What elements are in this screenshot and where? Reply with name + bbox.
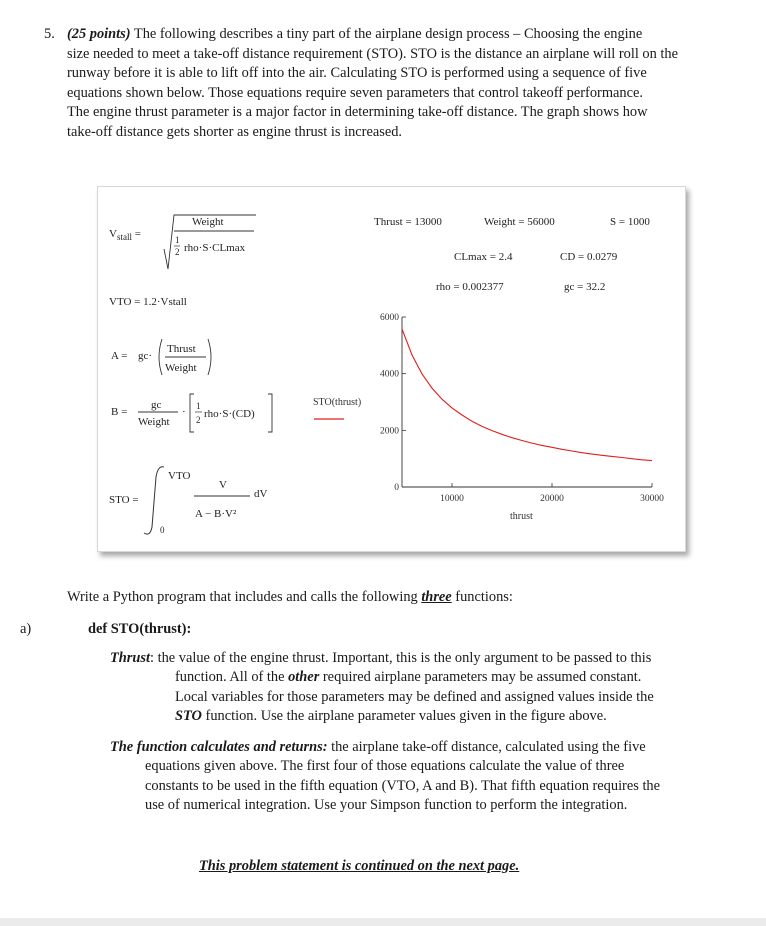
eq-a-lhs: A = bbox=[111, 350, 128, 362]
thrust-term: Thrust bbox=[110, 650, 150, 666]
eq-b-lhs: B = bbox=[111, 406, 128, 418]
points-label: (25 points) bbox=[67, 26, 131, 42]
y-tick-label: 2000 bbox=[380, 426, 399, 437]
y-tick-label: 4000 bbox=[380, 369, 399, 380]
y-axis-label: STO(thrust) bbox=[313, 397, 362, 408]
part-a-label: a) bbox=[20, 621, 32, 637]
intro-line-2: size needed to meet a take-off distance requirement (STO). STO is the distance an airplane will roll on the bbox=[67, 45, 679, 62]
intro-line-6: take-off distance gets shorter as engine thrust is increased. bbox=[67, 123, 403, 140]
thrust-line-4: STO function. Use the airplane parameter values given in the figure above. bbox=[175, 708, 607, 724]
returns-term: The function calculates and returns: bbox=[110, 739, 328, 755]
y-tick-label: 6000 bbox=[380, 313, 399, 323]
svg-text:1: 1 bbox=[196, 401, 201, 411]
instruction-line: Write a Python program that includes and calls the following three functions: bbox=[67, 589, 513, 605]
sto-chart bbox=[313, 313, 664, 522]
param-weight: Weight = 56000 bbox=[484, 216, 555, 228]
eq-sto-dv: dV bbox=[254, 488, 268, 500]
x-tick-label: 30000 bbox=[640, 494, 664, 504]
page-bottom-bar bbox=[0, 918, 766, 926]
param-clmax: CLmax = 2.4 bbox=[454, 251, 513, 263]
eq-sto-upper: VTO bbox=[168, 470, 191, 482]
continued-note: This problem statement is continued on the next page. bbox=[199, 858, 520, 874]
eq-b-num: gc bbox=[151, 399, 162, 411]
thrust-line-2: function. All of the other required airplane parameters may be assumed constant. bbox=[175, 669, 642, 685]
returns-line-4: use of numerical integration. Use your Simpson function to perform the integration. bbox=[145, 797, 628, 813]
x-tick-label: 10000 bbox=[440, 494, 464, 504]
returns-line-2: equations given above. The first four of those equations calculate the value of three bbox=[145, 758, 625, 774]
svg-text:·: · bbox=[182, 406, 186, 418]
returns-line-3: constants to be used in the fifth equation (VTO, A and B). That fifth equation requires the bbox=[145, 778, 661, 794]
svg-text:2: 2 bbox=[175, 247, 180, 257]
sto-emphasis: STO bbox=[175, 708, 202, 724]
eq-vstall-num: Weight bbox=[192, 216, 224, 228]
eq-b-den: Weight bbox=[138, 416, 170, 428]
x-axis-label: thrust bbox=[510, 511, 533, 522]
eq-a-num: Thrust bbox=[167, 343, 196, 355]
eq-sto-num: V bbox=[219, 479, 227, 491]
problem-intro bbox=[67, 25, 747, 143]
eq-vto: VTO = 1.2·Vstall bbox=[109, 296, 187, 308]
eq-sto-den: A − B·V² bbox=[195, 508, 237, 520]
intro-line-5: The engine thrust parameter is a major factor in determining take-off distance. The graph shows how bbox=[67, 104, 648, 121]
param-gc: gc = 32.2 bbox=[564, 281, 606, 293]
param-cd: CD = 0.0279 bbox=[560, 251, 618, 263]
param-thrust: Thrust = 13000 bbox=[374, 216, 442, 228]
thrust-line-1: Thrust: the value of the engine thrust. Important, this is the only argument to be passed to this bbox=[110, 650, 652, 666]
x-tick-label: 20000 bbox=[540, 494, 564, 504]
intro-line-3: runway before it is able to lift off into the air. Calculating STO is performed using a sequence of five bbox=[67, 65, 647, 82]
intro-line-1: (25 points) The following describes a tiny part of the airplane design process – Choosing the engine bbox=[67, 26, 643, 42]
eq-b-rest: rho·S·(CD) bbox=[204, 408, 255, 420]
param-rho: rho = 0.002377 bbox=[436, 281, 504, 293]
figure-canvas bbox=[98, 187, 685, 551]
eq-sto-lower: 0 bbox=[160, 525, 165, 535]
thrust-line-3: Local variables for those parameters may be defined and assigned values inside the bbox=[175, 689, 654, 705]
eq-vstall-lhs: $V_{stall}$ = bbox=[109, 228, 141, 242]
svg-text:1: 1 bbox=[175, 235, 180, 245]
eq-a-den: Weight bbox=[165, 362, 197, 374]
eq-vstall-den: rho·S·CLmax bbox=[184, 242, 246, 254]
eq-a-gc: gc· bbox=[138, 350, 153, 362]
problem-number: 5. bbox=[44, 26, 55, 42]
function-def: def STO(thrust): bbox=[88, 621, 192, 637]
other-emphasis: other bbox=[288, 669, 320, 685]
param-s: S = 1000 bbox=[610, 216, 650, 228]
eq-sto-lhs: STO = bbox=[109, 494, 139, 506]
y-tick-label: 0 bbox=[394, 483, 399, 493]
three-emphasis: three bbox=[421, 589, 452, 605]
intro-line-4: equations shown below. Those equations require seven parameters that control takeoff performance. bbox=[67, 84, 643, 101]
sto-series-line bbox=[402, 329, 652, 461]
equation-figure bbox=[97, 186, 686, 552]
returns-line-1: The function calculates and returns: the airplane take-off distance, calculated using the five bbox=[110, 739, 646, 755]
svg-text:2: 2 bbox=[196, 415, 201, 425]
